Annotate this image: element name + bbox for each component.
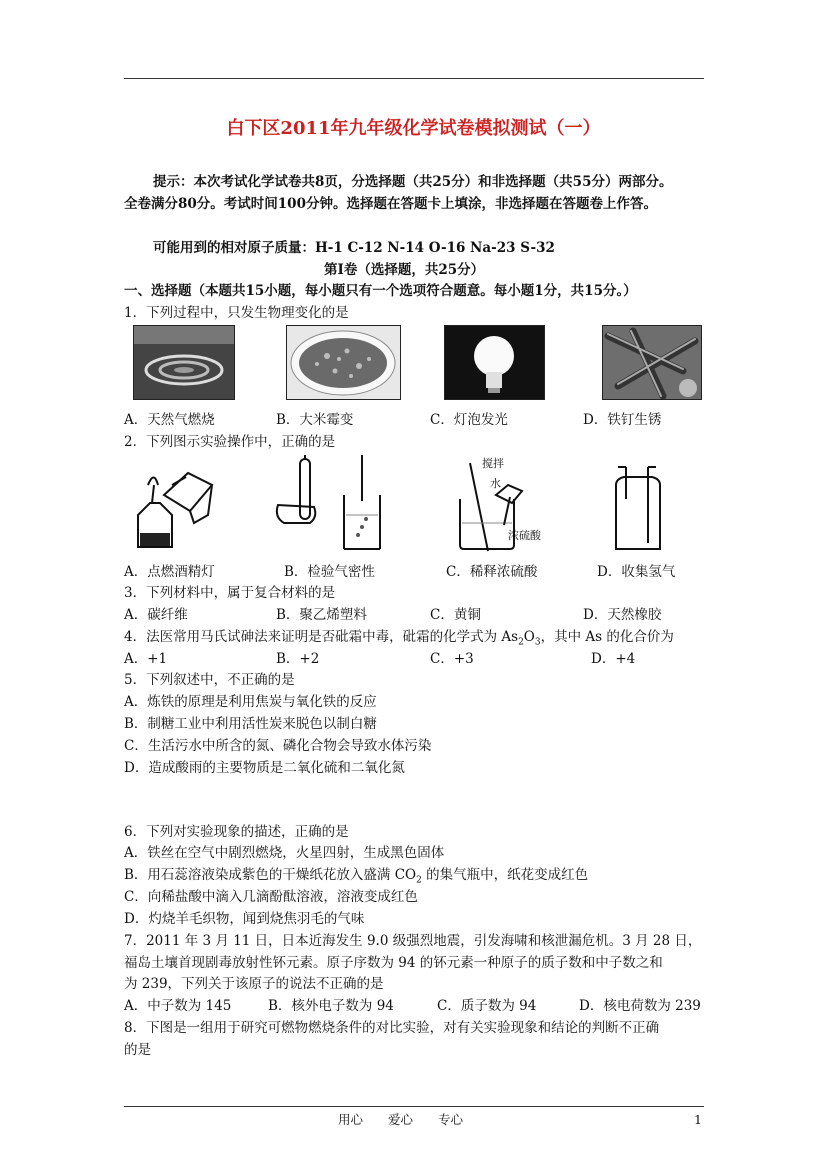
q5-option-c: C．生活污水中所含的氮、磷化合物会导致水体污染	[124, 738, 432, 754]
q1-stem: 1．下列过程中，只发生物理变化的是	[124, 305, 349, 321]
gas-burner-image	[133, 325, 235, 400]
water-label: 水	[490, 477, 501, 490]
acid-label: 浓硫酸	[508, 529, 541, 542]
q5-option-b: B．制糖工业中利用活性炭来脱色以制白糖	[124, 716, 377, 732]
q2-option-a: A．点燃酒精灯	[124, 564, 215, 580]
q3-option-a: A．碳纤维	[124, 607, 188, 623]
intro-line-2: 全卷满分80分。考试时间100分钟。选择题在答题卡上填涂，非选择题在答题卷上作答。	[124, 196, 657, 212]
q4-option-b: B．+2	[276, 651, 320, 667]
q7-line-3: 为 239，下列关于该原子的说法不正确的是	[124, 976, 384, 992]
q8-line-2: 的是	[124, 1042, 151, 1058]
q6-option-c: C．向稀盐酸中滴入几滴酚酞溶液，溶液变成红色	[124, 889, 418, 905]
q3-option-b: B．聚乙烯塑料	[276, 607, 367, 623]
q7-option-a: A．中子数为 145	[124, 998, 232, 1014]
airtightness-check-figure	[270, 455, 382, 553]
intro-line-1: 提示：本次考试化学试卷共8页，分选择题（共25分）和非选择题（共55分）两部分。	[153, 174, 673, 190]
alcohol-lamp-figure	[128, 455, 228, 553]
q5-option-d: D．造成酸雨的主要物质是二氧化硫和二氧化氮	[124, 760, 405, 776]
q8-line-1: 8．下图是一组用于研究可燃物燃烧条件的对比实验，对有关实验现象和结论的判断不正确	[124, 1020, 660, 1036]
q3-option-c: C．黄铜	[430, 607, 481, 623]
q1-option-c: C．灯泡发光	[430, 412, 508, 428]
q7-option-b: B．核外电子数为 94	[268, 998, 394, 1014]
q6-option-d: D．灼烧羊毛织物，闻到烧焦羽毛的气味	[124, 911, 365, 927]
q1-option-b: B．大米霉变	[276, 412, 354, 428]
q4-option-c: C．+3	[430, 651, 474, 667]
q4-stem: 4．法医常用马氏试砷法来证明是否砒霜中毒，砒霜的化学式为 $As_2O_3$，其中 As 的化合价为	[124, 629, 674, 648]
q5-stem: 5．下列叙述中，不正确的是	[124, 672, 295, 688]
q6-option-b: B．用石蕊溶液染成紫色的干燥纸花放入盛满 $CO_2$ 的集气瓶中，纸花变成红色	[124, 867, 589, 886]
rusty-nails-image	[602, 325, 702, 400]
q3-stem: 3．下列材料中，属于复合材料的是	[124, 585, 336, 601]
stir-label: 搅拌	[482, 457, 504, 470]
q2-option-b: B．检验气密性	[284, 564, 375, 580]
q2-option-d: D．收集氢气	[597, 564, 676, 580]
q4-option-a: A．+1	[124, 651, 168, 667]
top-rule	[124, 78, 704, 79]
q2-option-c: C．稀释浓硫酸	[446, 564, 538, 580]
volume-heading: 第Ⅰ卷（选择题，共25分）	[324, 262, 485, 278]
q5-option-a: A．炼铁的原理是利用焦炭与氧化铁的反应	[124, 694, 377, 710]
page-title: 白下区2011年九年级化学试卷模拟测试（一）	[226, 118, 601, 139]
light-bulb-image	[444, 325, 545, 400]
q7-option-c: C．质子数为 94	[437, 998, 537, 1014]
q4-option-d: D．+4	[591, 651, 636, 667]
footer-motto: 用心 爱心 专心	[338, 1112, 464, 1127]
q7-line-1: 7．2011 年 3 月 11 日，日本近海发生 9.0 级强烈地震，引发海啸和核泄漏危机。3 月 28 日，	[124, 933, 702, 949]
q6-stem: 6．下列对实验现象的描述，正确的是	[124, 824, 349, 840]
q3-option-d: D．天然橡胶	[583, 607, 662, 623]
q6-option-a: A．铁丝在空气中剧烈燃烧，火星四射，生成黑色固体	[124, 845, 445, 861]
moldy-rice-image	[286, 325, 401, 400]
q2-stem: 2．下列图示实验操作中，正确的是	[124, 434, 336, 450]
q7-option-d: D．核电荷数为 239	[579, 998, 701, 1014]
part1-heading: 一、选择题（本题共15小题，每小题只有一个选项符合题意。每小题1分，共15分。）	[124, 283, 637, 299]
q7-line-2: 福岛土壤首现剧毒放射性钚元素。原子序数为 94 的钚元素一种原子的质子数和中子数之和	[124, 955, 663, 971]
atomic-masses: 可能用到的相对原子质量：H-1 C-12 N-14 O-16 Na-23 S-32	[153, 240, 555, 256]
hydrogen-collection-figure	[612, 455, 664, 553]
footer-rule	[124, 1106, 704, 1107]
page-number: 1	[694, 1112, 702, 1127]
q1-option-d: D．铁钉生锈	[583, 412, 662, 428]
q1-option-a: A．天然气燃烧	[124, 412, 215, 428]
